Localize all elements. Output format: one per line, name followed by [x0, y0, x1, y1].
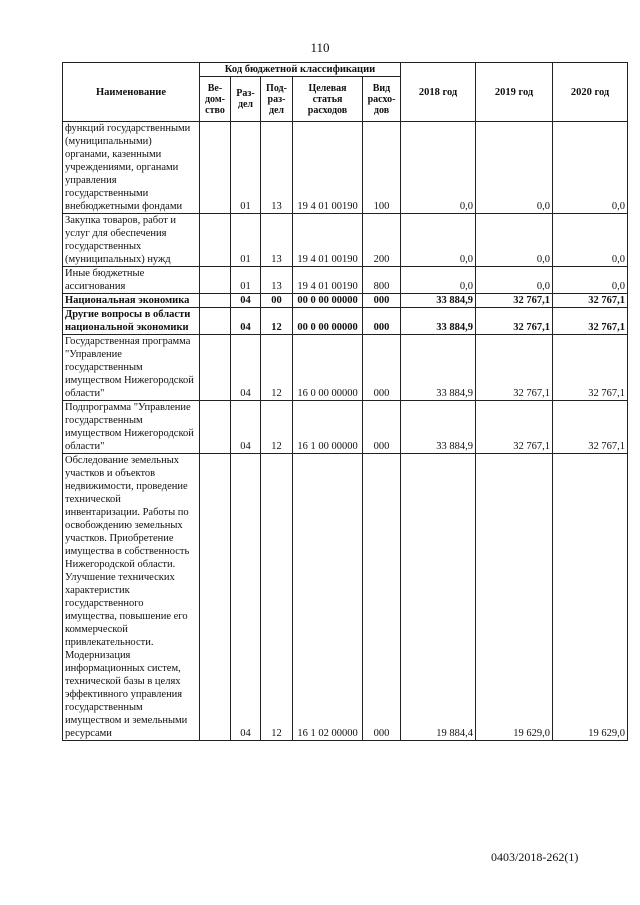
row-vedomstvo	[200, 214, 231, 267]
row-celevaya: 00 0 00 00000	[293, 294, 363, 308]
row-vedomstvo	[200, 401, 231, 454]
row-vid: 100	[363, 122, 401, 214]
row-2019: 19 629,0	[476, 454, 553, 741]
header-2018: 2018 год	[401, 63, 476, 122]
header-2020: 2020 год	[553, 63, 628, 122]
row-name: Иные бюджетные ассигнования	[63, 267, 200, 294]
row-name: Национальная экономика	[63, 294, 200, 308]
header-celevaya: Целевая статья расходов	[293, 77, 363, 122]
row-vid: 800	[363, 267, 401, 294]
row-razdel: 01	[231, 214, 261, 267]
header-name: Наименование	[63, 63, 200, 122]
row-razdel: 04	[231, 308, 261, 335]
table-row	[63, 294, 628, 308]
row-vedomstvo	[200, 294, 231, 308]
row-name: Другие вопросы в области национальной экономики	[63, 308, 200, 335]
header-budget-code: Код бюджетной классификации	[200, 63, 401, 77]
row-celevaya: 19 4 01 00190	[293, 267, 363, 294]
row-2019: 0,0	[476, 267, 553, 294]
row-podrazdel: 12	[261, 454, 293, 741]
header-podrazdel: Под- раз- дел	[261, 77, 293, 122]
row-2018: 33 884,9	[401, 308, 476, 335]
header-vid: Вид расхо- дов	[363, 77, 401, 122]
row-vid: 000	[363, 294, 401, 308]
row-podrazdel: 12	[261, 335, 293, 401]
budget-table	[62, 62, 628, 741]
row-2018: 0,0	[401, 214, 476, 267]
row-name: Государственная программа "Управление государственным имуществом Нижегородской области"	[63, 335, 200, 401]
row-razdel: 01	[231, 267, 261, 294]
row-2020: 32 767,1	[553, 308, 628, 335]
table-row	[63, 122, 628, 214]
table-row	[63, 401, 628, 454]
row-celevaya: 16 0 00 00000	[293, 335, 363, 401]
row-podrazdel: 13	[261, 267, 293, 294]
row-razdel: 04	[231, 294, 261, 308]
row-name: Закупка товаров, работ и услуг для обеспечения государственных (муниципальных) нужд	[63, 214, 200, 267]
table-row	[63, 335, 628, 401]
row-2019: 32 767,1	[476, 308, 553, 335]
header-2019: 2019 год	[476, 63, 553, 122]
table-row	[63, 454, 628, 741]
row-2018: 19 884,4	[401, 454, 476, 741]
header-vedomstvo: Ве- дом- ство	[200, 77, 231, 122]
row-2020: 32 767,1	[553, 335, 628, 401]
row-vedomstvo	[200, 454, 231, 741]
row-celevaya: 19 4 01 00190	[293, 214, 363, 267]
row-podrazdel: 12	[261, 401, 293, 454]
row-vedomstvo	[200, 308, 231, 335]
row-razdel: 04	[231, 454, 261, 741]
row-vedomstvo	[200, 267, 231, 294]
row-vid: 000	[363, 454, 401, 741]
row-2018: 0,0	[401, 122, 476, 214]
row-vedomstvo	[200, 335, 231, 401]
table-row	[63, 308, 628, 335]
row-vid: 200	[363, 214, 401, 267]
row-2018: 33 884,9	[401, 335, 476, 401]
row-vedomstvo	[200, 122, 231, 214]
row-2018: 0,0	[401, 267, 476, 294]
row-razdel: 01	[231, 122, 261, 214]
row-celevaya: 16 1 02 00000	[293, 454, 363, 741]
row-2020: 32 767,1	[553, 294, 628, 308]
document-id: 0403/2018-262(1)	[491, 850, 579, 864]
row-podrazdel: 00	[261, 294, 293, 308]
row-vid: 000	[363, 308, 401, 335]
row-2019: 0,0	[476, 122, 553, 214]
row-vid: 000	[363, 401, 401, 454]
row-2019: 32 767,1	[476, 294, 553, 308]
row-name: Подпрограмма "Управление государственным имуществом Нижегородской области"	[63, 401, 200, 454]
row-name: Обследование земельных участков и объектов недвижимости, проведение технической инвентаризации. Работы по освобождению земельных участков. Приобретение имущества в собственность Нижегородской области. Улучшение технических характеристик государственного имущества, повышение его коммерческой привлекательности. Модернизация информационных систем, технической базы в целях эффективного управления государственным имуществом и земельными ресурсами	[63, 454, 200, 741]
row-name: функций государственными (муниципальными) органами, казенными учреждениями, органами управления государственными внебюджетными фондами	[63, 122, 200, 214]
header-razdel: Раз- дел	[231, 77, 261, 122]
table-row	[63, 267, 628, 294]
row-2020: 19 629,0	[553, 454, 628, 741]
row-2020: 0,0	[553, 214, 628, 267]
page-number: 110	[310, 40, 330, 55]
row-2019: 32 767,1	[476, 401, 553, 454]
row-2020: 32 767,1	[553, 401, 628, 454]
row-2020: 0,0	[553, 122, 628, 214]
row-celevaya: 00 0 00 00000	[293, 308, 363, 335]
row-celevaya: 16 1 00 00000	[293, 401, 363, 454]
row-2018: 33 884,9	[401, 294, 476, 308]
row-podrazdel: 13	[261, 122, 293, 214]
row-podrazdel: 12	[261, 308, 293, 335]
row-2019: 32 767,1	[476, 335, 553, 401]
row-vid: 000	[363, 335, 401, 401]
row-2018: 33 884,9	[401, 401, 476, 454]
table-row	[63, 214, 628, 267]
row-razdel: 04	[231, 401, 261, 454]
row-razdel: 04	[231, 335, 261, 401]
row-celevaya: 19 4 01 00190	[293, 122, 363, 214]
row-2019: 0,0	[476, 214, 553, 267]
row-2020: 0,0	[553, 267, 628, 294]
row-podrazdel: 13	[261, 214, 293, 267]
